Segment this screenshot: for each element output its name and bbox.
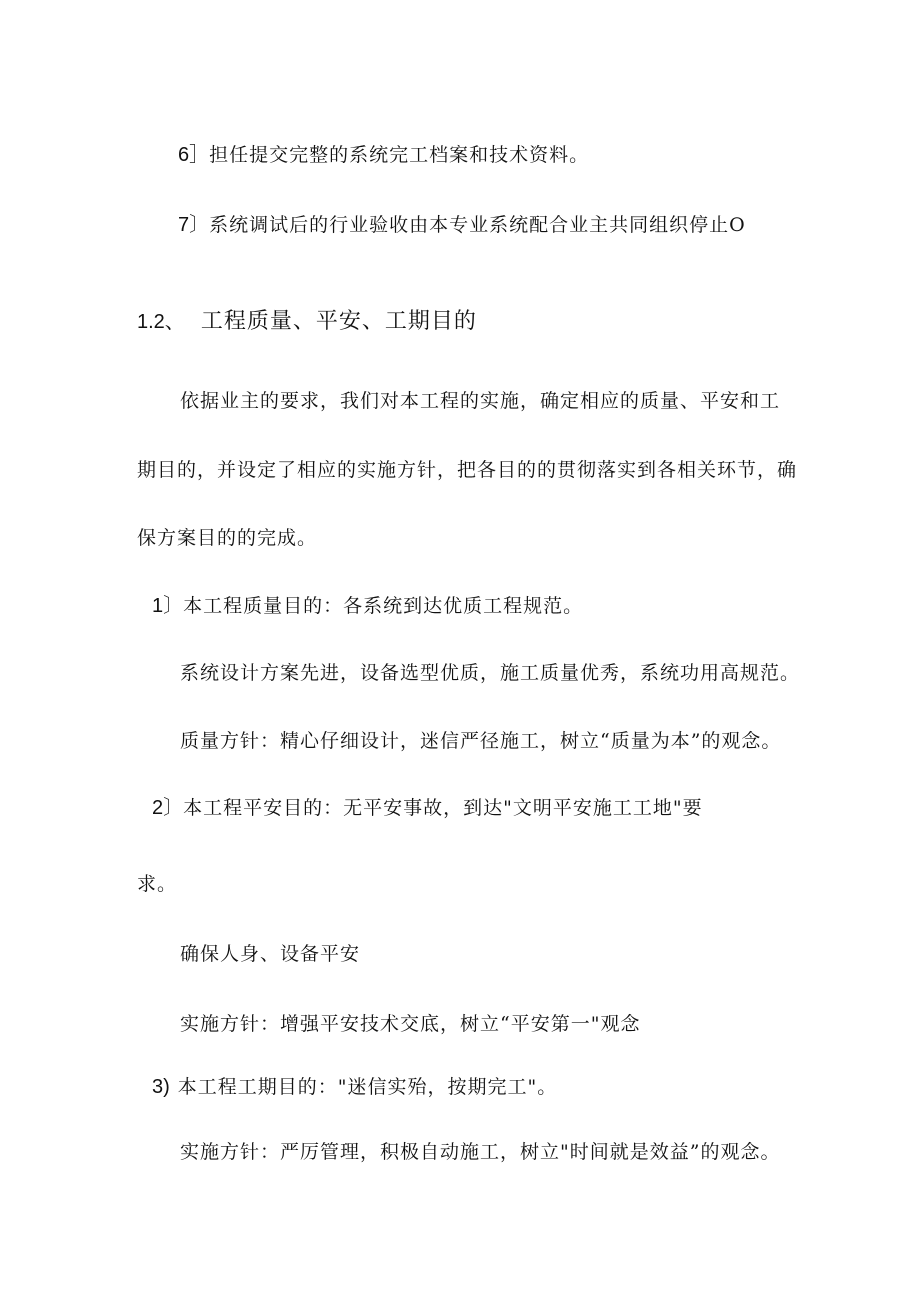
list-marker: 1〕 [152, 595, 184, 617]
list-marker: 3) [152, 1076, 170, 1098]
list-item-7 [178, 211, 746, 239]
section-title: 工程质量、平安、工期目的 [200, 309, 477, 334]
list-marker: 2〕 [152, 797, 184, 819]
quality-goal [152, 592, 583, 620]
list-marker: 7〕 [178, 214, 210, 236]
safety-policy: 实施方针：增强平安技术交底，树立“平安第一"观念 [180, 1013, 641, 1035]
section-heading [137, 307, 477, 337]
schedule-policy: 实施方针：严厉管理，积极自动施工，树立"时间就是效益”的观念。 [180, 1141, 781, 1163]
safety-goal-text: 本工程平安目的：无平安事故，到达"文明平安施工工地"要 [183, 797, 703, 819]
safety-detail: 确保人身、设备平安 [180, 943, 361, 965]
list-item-6 [178, 141, 589, 169]
quality-policy: 质量方针：精心仔细设计，迷信严径施工，树立“质量为本”的观念。 [180, 730, 782, 752]
safety-goal [152, 794, 703, 822]
list-marker: 6］ [178, 144, 210, 166]
list-item-text: 担任提交完整的系统完工档案和技术资料。 [209, 144, 590, 166]
schedule-goal-text: 本工程工期目的："迷信实殆，按期完工"。 [177, 1076, 558, 1098]
safety-goal-continuation: 求。 [137, 873, 178, 895]
list-item-text: 系统调试后的行业验收由本专业系统配合业主共同组织停止O [209, 214, 746, 236]
intro-paragraph-line: 依据业主的要求，我们对本工程的实施，确定相应的质量、平安和工 [180, 390, 781, 412]
intro-paragraph-line: 期目的，并设定了相应的实施方针，把各目的的贯彻落实到各相关环节，确 [137, 459, 798, 481]
intro-paragraph-line: 保方案目的的完成。 [137, 527, 318, 549]
section-number: 1.2、 [137, 311, 185, 333]
schedule-goal [152, 1073, 557, 1101]
quality-goal-text: 本工程质量目的：各系统到达优质工程规范。 [183, 595, 584, 617]
quality-detail: 系统设计方案先进，设备选型优质，施工质量优秀，系统功用高规范。 [180, 662, 801, 684]
